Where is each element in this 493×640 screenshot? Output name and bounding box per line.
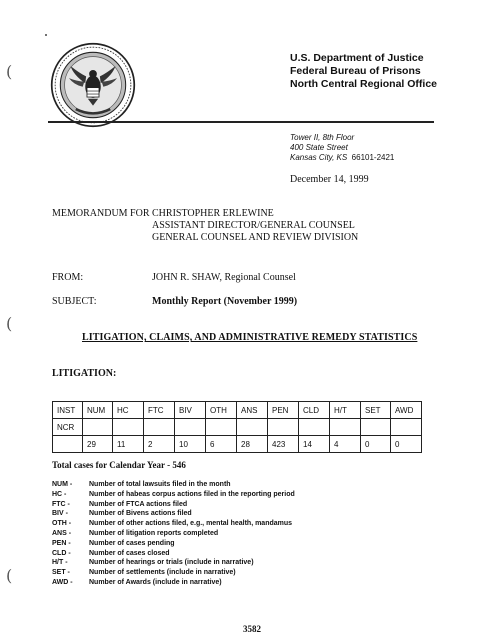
agency-header bbox=[290, 52, 437, 91]
office-address bbox=[290, 133, 394, 163]
legend-text: Number of habeas corpus actions filed in the reporting period bbox=[89, 490, 295, 498]
table-cell: 0 bbox=[361, 436, 391, 453]
table-cell: NCR bbox=[53, 419, 83, 436]
table-header-cell: ANS bbox=[237, 402, 268, 419]
table-cell: 10 bbox=[175, 436, 206, 453]
subject-value: Monthly Report (November 1999) bbox=[152, 296, 298, 307]
table-header-cell: PEN bbox=[268, 402, 299, 419]
legend-item bbox=[52, 549, 295, 559]
margin-mark-icon: ( bbox=[6, 566, 13, 585]
table-cell bbox=[237, 419, 268, 436]
legend-text: Number of settlements (include in narrative) bbox=[89, 569, 236, 577]
address-zip: 66101-2421 bbox=[351, 153, 395, 162]
legend-item bbox=[52, 490, 295, 500]
table-header-cell: FTC bbox=[144, 402, 175, 419]
table-cell bbox=[361, 419, 391, 436]
memo-to-line2: GENERAL COUNSEL AND REVIEW DIVISION bbox=[152, 232, 359, 243]
table-header-cell: BIV bbox=[175, 402, 206, 419]
section-title: LITIGATION, CLAIMS, AND ADMINISTRATIVE REMEDY STATISTICS bbox=[82, 332, 418, 343]
table-cell: 14 bbox=[299, 436, 330, 453]
legend-item bbox=[52, 529, 295, 539]
legend-item bbox=[52, 519, 295, 529]
legend-text: Number of Awards (include in narrative) bbox=[89, 578, 222, 586]
legend-abbr: BIV - bbox=[52, 510, 68, 518]
legend-text: Number of litigation reports completed bbox=[89, 529, 219, 537]
total-cases: Total cases for Calendar Year - 546 bbox=[52, 460, 186, 470]
table-cell: 29 bbox=[83, 436, 113, 453]
address-city: Kansas City, KS bbox=[290, 153, 348, 162]
memo-for-line bbox=[52, 208, 274, 220]
legend-text: Number of Bivens actions filed bbox=[89, 510, 192, 518]
litigation-stats-table bbox=[52, 401, 422, 453]
legend-text: Number of cases pending bbox=[89, 539, 175, 547]
litigation-heading: LITIGATION: bbox=[52, 368, 117, 379]
header-divider bbox=[48, 121, 434, 123]
table-row bbox=[53, 436, 422, 453]
agency-department: U.S. Department of Justice bbox=[290, 52, 424, 64]
table-header-cell: OTH bbox=[206, 402, 237, 419]
memo-recipient-title bbox=[152, 220, 358, 244]
table-cell: 28 bbox=[237, 436, 268, 453]
table-header-cell: HC bbox=[113, 402, 144, 419]
table-cell bbox=[391, 419, 422, 436]
legend-abbr: CLD - bbox=[52, 549, 71, 557]
memo-date: December 14, 1999 bbox=[290, 174, 369, 185]
table-header-cell: H/T bbox=[330, 402, 361, 419]
table-row bbox=[53, 419, 422, 436]
table-cell bbox=[175, 419, 206, 436]
table-cell bbox=[206, 419, 237, 436]
table-cell: 0 bbox=[391, 436, 422, 453]
table-cell: 4 bbox=[330, 436, 361, 453]
table-cell bbox=[144, 419, 175, 436]
subject-label: SUBJECT: bbox=[52, 296, 97, 307]
table-header-row bbox=[53, 402, 422, 419]
legend-abbr: OTH - bbox=[52, 520, 72, 528]
table-cell: 2 bbox=[144, 436, 175, 453]
address-line3 bbox=[290, 153, 394, 163]
memo-for-label: MEMORANDUM FOR bbox=[52, 208, 150, 219]
table-header-cell: AWD bbox=[391, 402, 422, 419]
table-header-cell: CLD bbox=[299, 402, 330, 419]
table-cell: 6 bbox=[206, 436, 237, 453]
from-label: FROM: bbox=[52, 272, 84, 283]
table-cell bbox=[113, 419, 144, 436]
legend-abbr: HC - bbox=[52, 490, 67, 498]
legend-text: Number of cases closed bbox=[89, 549, 170, 557]
table-header-cell: NUM bbox=[83, 402, 113, 419]
table-header-cell: INST bbox=[53, 402, 83, 419]
table-cell: 11 bbox=[113, 436, 144, 453]
legend-item bbox=[52, 558, 295, 568]
agency-bureau: Federal Bureau of Prisons bbox=[290, 65, 421, 77]
from-value: JOHN R. SHAW, Regional Counsel bbox=[152, 272, 296, 283]
legend-abbr: NUM - bbox=[52, 481, 73, 488]
memo-to-line1: ASSISTANT DIRECTOR/GENERAL COUNSEL bbox=[152, 220, 355, 231]
legend-item bbox=[52, 480, 295, 490]
table-cell bbox=[330, 419, 361, 436]
margin-mark-icon: ( bbox=[6, 314, 13, 333]
legend-text: Number of other actions filed, e.g., mental health, mandamus bbox=[89, 520, 293, 528]
legend-item bbox=[52, 578, 295, 588]
legend-item bbox=[52, 509, 295, 519]
legend-abbr: FTC - bbox=[52, 500, 70, 508]
table-cell bbox=[299, 419, 330, 436]
legend-text: Number of FTCA actions filed bbox=[89, 500, 188, 508]
legend-abbr: AWD - bbox=[52, 578, 73, 586]
legend-item bbox=[52, 500, 295, 510]
table-cell bbox=[53, 436, 83, 453]
table-cell bbox=[83, 419, 113, 436]
address-line2: 400 State Street bbox=[290, 143, 348, 152]
page-number: 3582 bbox=[243, 624, 261, 634]
legend-abbr: ANS - bbox=[52, 529, 72, 537]
doj-seal-icon bbox=[50, 42, 136, 128]
legend-abbr: SET - bbox=[52, 569, 70, 577]
legend-item bbox=[52, 568, 295, 578]
legend-abbr: H/T - bbox=[52, 559, 68, 567]
table-header-cell: SET bbox=[361, 402, 391, 419]
legend-text: Number of total lawsuits filed in the month bbox=[89, 481, 231, 488]
memo-for-name: CHRISTOPHER ERLEWINE bbox=[152, 208, 274, 219]
speck-mark bbox=[45, 34, 47, 36]
table-cell bbox=[268, 419, 299, 436]
table-cell: 423 bbox=[268, 436, 299, 453]
agency-office: North Central Regional Office bbox=[290, 78, 438, 90]
address-line1: Tower II, 8th Floor bbox=[290, 133, 355, 142]
abbreviation-legend bbox=[52, 480, 295, 588]
legend-item bbox=[52, 539, 295, 549]
margin-mark-icon: ( bbox=[6, 62, 13, 81]
legend-abbr: PEN - bbox=[52, 539, 71, 547]
legend-text: Number of hearings or trials (include in narrative) bbox=[89, 559, 254, 567]
